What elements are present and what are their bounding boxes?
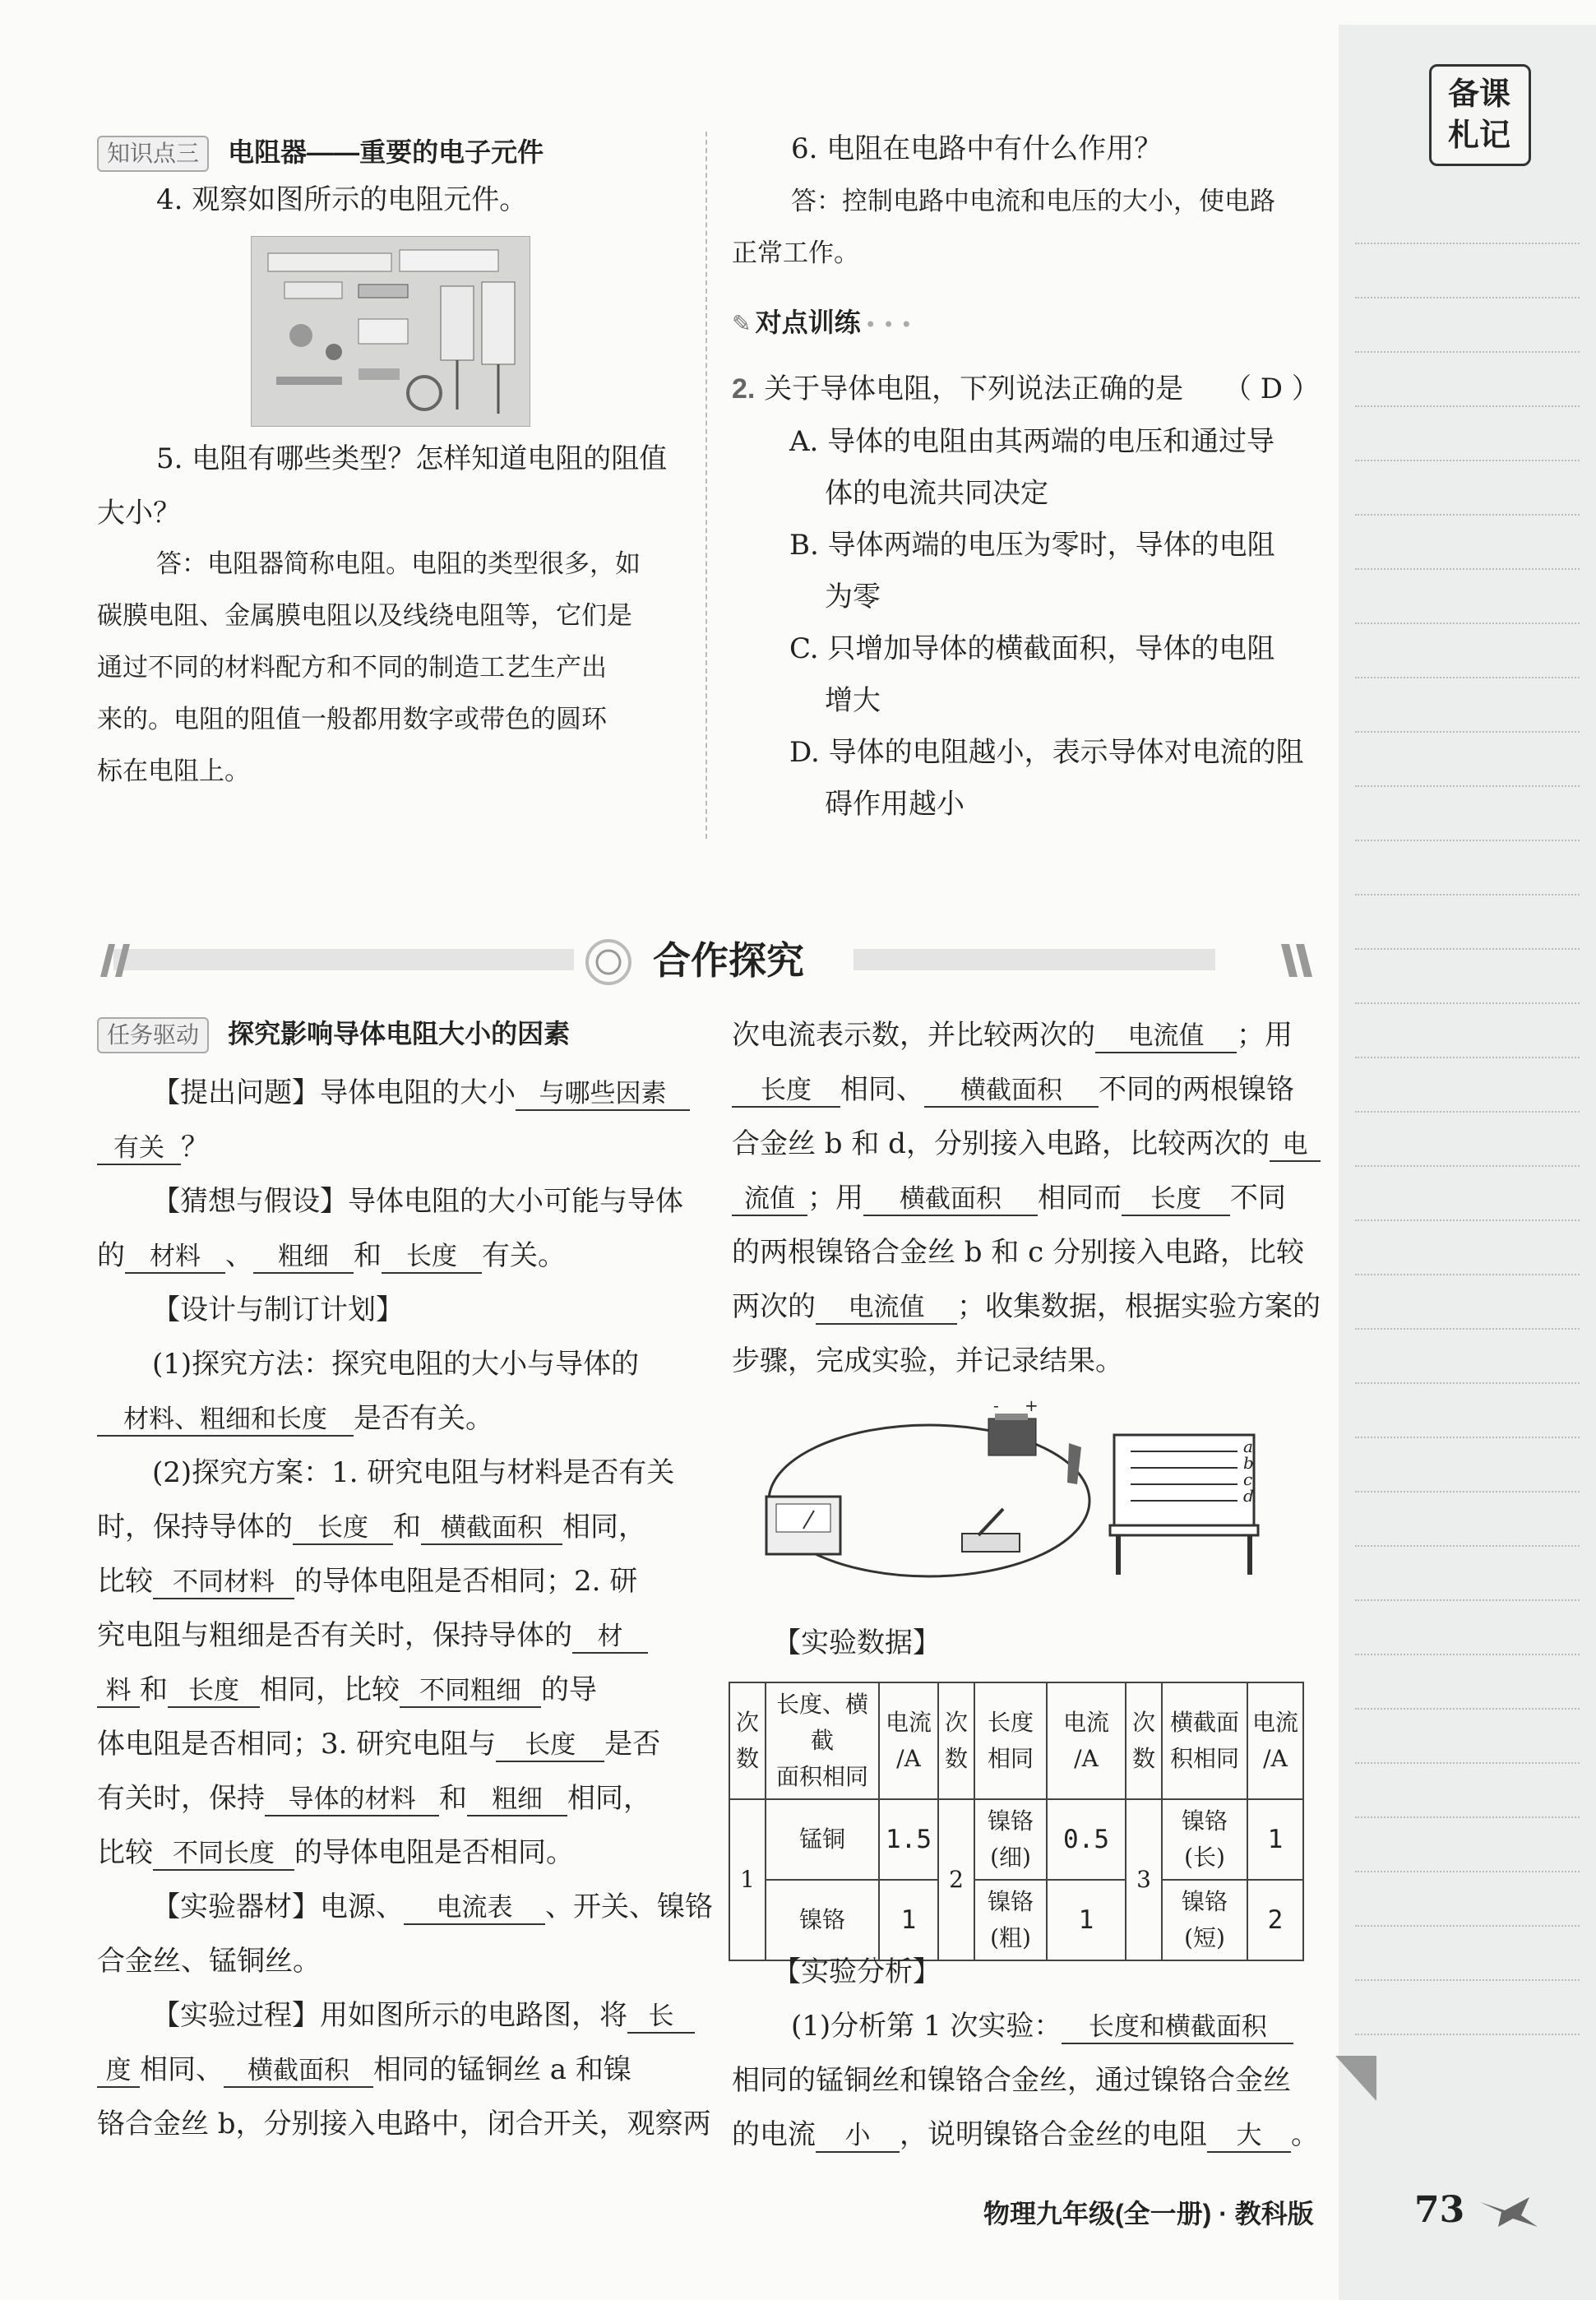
cell-text: 横截面 (1169, 1709, 1239, 1736)
text: 的 (97, 1239, 125, 1272)
text: 有关。 (482, 1239, 566, 1272)
note-line (1355, 1002, 1580, 1004)
text: 【实验过程】用如图所示的电路图，将 (152, 1999, 627, 2032)
cell-text: 电流 (885, 1709, 932, 1736)
task-header (97, 1013, 570, 1053)
question-6: 6. 电阻在电路中有什么作用？ (791, 132, 1163, 165)
cell-text: 积相同 (1169, 1745, 1239, 1772)
section-banner (97, 928, 1314, 993)
cell-text: (粗) (990, 1924, 1031, 1951)
equipment-line2: 合金丝、锰铜丝。 (97, 1945, 321, 1978)
option-b-line2: 为零 (825, 581, 881, 613)
cell-text: 次数 (944, 1709, 968, 1772)
right-line4 (732, 1171, 1286, 1225)
note-line (1355, 1762, 1580, 1764)
cell-text: 相同 (987, 1745, 1034, 1772)
blank: 与哪些因素 (516, 1080, 690, 1111)
text: 和 (393, 1511, 421, 1543)
note-line (1355, 1979, 1580, 1981)
blank: 长度 (382, 1243, 482, 1274)
cell-text: 面积相同 (775, 1763, 868, 1790)
note-line (1355, 1654, 1580, 1655)
blank: 长度 (293, 1514, 393, 1545)
question-2-answer: （ D ） (1224, 373, 1320, 405)
notes-column (1339, 25, 1596, 2300)
text: 【提出问题】导体电阻的大小 (152, 1076, 516, 1109)
blank: 不同材料 (153, 1568, 294, 1599)
question-2-number: 2. (732, 373, 756, 405)
note-line (1355, 1491, 1580, 1492)
cell-text: (长) (1184, 1844, 1225, 1871)
blank: 横截面积 (924, 1076, 1099, 1108)
blank: 材 (572, 1622, 648, 1654)
circuit-diagram (756, 1395, 1283, 1599)
right-line5: 的两根镍铬合金丝 b 和 c 分别接入电路，比较 (732, 1236, 1305, 1269)
note-line (1355, 2034, 1580, 2035)
blank: 长度 (732, 1076, 840, 1108)
cell-text: (细) (990, 1844, 1031, 1871)
text: ；用 (1237, 1019, 1293, 1052)
blank: 材料 (125, 1243, 225, 1274)
blank: 导体的材料 (265, 1785, 439, 1816)
table-cell: 镍铬 (766, 1880, 879, 1960)
blank: 粗细 (467, 1785, 567, 1816)
cell-text: (短) (1184, 1924, 1225, 1951)
plan-line2 (97, 1500, 646, 1554)
text: ，说明镍铬合金丝的电阻 (900, 2118, 1207, 2151)
blank: 长度和横截面积 (1062, 2013, 1293, 2044)
blank: 料 (97, 1677, 140, 1708)
plan-line5 (97, 1663, 597, 1717)
table-cell: 1 (879, 1880, 938, 1960)
process-line1 (152, 1988, 695, 2043)
blank: 横截面积 (863, 1185, 1038, 1216)
blank: 长度 (168, 1677, 260, 1708)
blank: 电流值 (816, 1293, 957, 1325)
text: 有关时，保持 (97, 1782, 265, 1815)
wire-d-label: d (1243, 1486, 1254, 1506)
stamp-text: 备课札记 (1447, 75, 1510, 153)
blank: 电 (1270, 1131, 1321, 1162)
text: 两次的 (732, 1290, 816, 1323)
note-line (1355, 731, 1580, 733)
table-cell: 0.5 (1047, 1799, 1126, 1880)
column-divider (705, 132, 707, 839)
table-cell (974, 1799, 1047, 1880)
table-header-count (729, 1682, 766, 1799)
text: 是否 (604, 1728, 661, 1761)
plan-line8 (97, 1826, 574, 1880)
text: 相同， (562, 1511, 646, 1543)
note-line (1355, 1708, 1580, 1710)
table-cell: 3 (1126, 1799, 1162, 1960)
process-line2 (97, 2043, 631, 2097)
blank: 流值 (732, 1185, 807, 1216)
text: 究电阻与粗细是否有关时，保持导体的 (97, 1619, 572, 1652)
analysis-line1 (791, 1999, 1293, 2053)
text: 的导体电阻是否相同。 (294, 1836, 574, 1869)
text: 。 (1291, 2118, 1319, 2151)
plan-line6 (97, 1717, 660, 1771)
section-title: 合作探究 (653, 939, 804, 982)
note-line (1355, 1274, 1580, 1275)
wire-c-label: c (1243, 1469, 1253, 1489)
knowledge-header (97, 132, 544, 172)
blank: 不同长度 (153, 1840, 294, 1871)
text: 和 (140, 1673, 168, 1706)
battery-minus: - (993, 1395, 999, 1415)
resistor-photo (251, 236, 530, 427)
blank: 长度 (1122, 1185, 1230, 1216)
text: (1)分析第 1 次实验： (791, 2010, 1062, 2043)
table-header-current (1247, 1682, 1303, 1799)
analysis-line3 (732, 2108, 1319, 2162)
battery-plus: + (1025, 1395, 1039, 1415)
note-line (1355, 568, 1580, 570)
text: 相同， (567, 1782, 651, 1815)
method-line2 (97, 1391, 493, 1446)
note-line (1355, 622, 1580, 624)
note-line (1355, 514, 1580, 516)
cell-text: 电流 (1251, 1709, 1298, 1736)
note-line (1355, 1925, 1580, 1927)
question-2-text: 关于导体电阻，下列说法正确的是 (764, 373, 1184, 405)
ask-question-line2 (97, 1120, 209, 1174)
blank: 长度 (496, 1731, 604, 1762)
question-5-line1: 5. 电阻有哪些类型？怎样知道电阻的阻值 (156, 442, 668, 475)
table-cell: 1 (1247, 1799, 1303, 1880)
note-line (1355, 351, 1580, 353)
plan-line4 (97, 1608, 648, 1663)
table-cell (1162, 1880, 1247, 1960)
plan-line7 (97, 1771, 651, 1826)
option-c-line2: 增大 (825, 684, 881, 717)
cell-text: 镍铬 (987, 1888, 1034, 1915)
note-line (1355, 1165, 1580, 1167)
blank: 粗细 (253, 1243, 354, 1274)
knowledge-tag: 知识点三 (97, 136, 209, 172)
question-4: 4. 观察如图所示的电阻元件。 (156, 183, 528, 216)
blank: 不同粗细 (400, 1677, 541, 1708)
option-d-line2: 碍作用越小 (825, 788, 965, 821)
note-line (1355, 1816, 1580, 1818)
text: 的电流 (732, 2118, 816, 2151)
option-d-line1: D. 导体的电阻越小，表示导体对电流的阻 (789, 736, 1304, 769)
table-cell (974, 1880, 1047, 1960)
blank: 电流表 (404, 1894, 545, 1925)
right-line1 (732, 1008, 1293, 1062)
right-line6 (732, 1280, 1321, 1334)
note-line (1355, 1599, 1580, 1601)
cell-text: 长度、横截 (775, 1691, 868, 1754)
blank: 材料、粗细和长度 (97, 1405, 354, 1437)
blank: 度 (97, 2057, 140, 2088)
note-line (1355, 1057, 1580, 1058)
practice-header (732, 302, 912, 340)
table-cell: 1 (1047, 1880, 1126, 1960)
text: 、 (225, 1239, 253, 1272)
table-cell: 1 (729, 1799, 766, 1960)
cell-text: 次数 (1131, 1709, 1155, 1772)
text: 【实验器材】电源、 (152, 1890, 404, 1923)
note-line (1355, 1219, 1580, 1221)
note-line (1355, 785, 1580, 787)
text: 和 (439, 1782, 467, 1815)
text: ；收集数据，根据实验方案的 (957, 1290, 1321, 1323)
knowledge-title: 电阻器——重要的电子元件 (228, 137, 544, 167)
equipment-line1 (152, 1880, 713, 1934)
question-2 (732, 362, 1183, 416)
answer-5-line2: 碳膜电阻、金属膜电阻以及线绕电阻等，它们是 (97, 601, 632, 631)
text: ；用 (807, 1182, 863, 1215)
blank: 小 (816, 2122, 900, 2153)
text: 相同、 (840, 1073, 924, 1106)
note-line (1355, 297, 1580, 298)
pencil-icon: ✎ (732, 310, 752, 337)
note-line (1355, 894, 1580, 895)
answer-5-line3: 通过不同的材料配方和不同的制造工艺生产出 (97, 653, 607, 683)
answer-5-line4: 来的。电阻的阻值一般都用数字或带色的圆环 (97, 705, 607, 734)
note-line (1355, 840, 1580, 841)
table-header-current (879, 1682, 938, 1799)
analysis-line2: 相同的锰铜丝和镍铬合金丝，通过镍铬合金丝 (732, 2064, 1291, 2097)
text: 比较 (97, 1565, 153, 1598)
note-line (1355, 948, 1580, 950)
note-line (1355, 1382, 1580, 1384)
wire-b-label: b (1243, 1453, 1254, 1473)
blank: 横截面积 (224, 2057, 373, 2088)
table-cell (1162, 1799, 1247, 1880)
cell-text: /A (1074, 1745, 1099, 1772)
table-header-3 (1162, 1682, 1247, 1799)
table-header-1 (766, 1682, 879, 1799)
text: 的导体电阻是否相同；2. 研 (294, 1565, 638, 1598)
bird-icon (1480, 2194, 1546, 2233)
text: 相同、 (140, 2053, 224, 2086)
blank: 长 (627, 2002, 695, 2034)
right-line3 (732, 1117, 1321, 1171)
text: 合金丝 b 和 d，分别接入电路，比较两次的 (732, 1127, 1270, 1160)
text: 相同的锰铜丝 a 和镍 (373, 2053, 631, 2086)
table-header-count (938, 1682, 974, 1799)
note-line (1355, 1545, 1580, 1547)
table-cell: 2 (1247, 1880, 1303, 1960)
note-line (1355, 1437, 1580, 1438)
answer-6-line2: 正常工作。 (732, 238, 859, 268)
table-cell: 2 (938, 1799, 974, 1960)
cell-text: 镍铬 (1181, 1888, 1228, 1915)
text: 不同 (1230, 1182, 1286, 1215)
dots-icon: • • • (864, 313, 913, 336)
option-a-line2: 体的电流共同决定 (825, 477, 1048, 510)
note-line (1355, 460, 1580, 461)
practice-title: 对点训练 (755, 308, 861, 337)
blank: 电流值 (1095, 1022, 1237, 1053)
text: 是否有关。 (354, 1402, 493, 1435)
answer-6-line1: 答：控制电路中电流和电压的大小，使电路 (791, 187, 1275, 216)
text: 的导 (541, 1673, 597, 1706)
hypothesis-line1: 【猜想与假设】导体电阻的大小可能与导体 (152, 1185, 683, 1218)
task-title: 探究影响导体电阻大小的因素 (228, 1019, 571, 1048)
blank: 有关 (97, 1134, 181, 1165)
note-line (1355, 1871, 1580, 1872)
answer-5-line1: 答：电阻器简称电阻。电阻的类型很多，如 (156, 549, 641, 579)
text: 不同的两根镍铬 (1099, 1073, 1294, 1106)
blank: 横截面积 (421, 1514, 562, 1545)
note-line (1355, 1328, 1580, 1330)
table-cell: 1.5 (879, 1799, 938, 1880)
text: 比较 (97, 1836, 153, 1869)
table-header-count (1126, 1682, 1162, 1799)
analysis-heading: 【实验分析】 (773, 1955, 941, 1988)
cell-text: 次数 (735, 1709, 759, 1772)
cell-text: 电流 (1062, 1709, 1109, 1736)
page-fold-mark (1335, 2056, 1376, 2105)
note-line (1355, 677, 1580, 678)
right-line7: 步骤，完成实验，并记录结果。 (732, 1344, 1123, 1377)
text: 相同，比较 (260, 1673, 400, 1706)
table-header-current (1047, 1682, 1126, 1799)
note-line (1355, 405, 1580, 407)
option-a-line1: A. 导体的电阻由其两端的电压和通过导 (789, 425, 1275, 458)
cell-text: /A (1263, 1745, 1288, 1772)
question-5-line2: 大小？ (97, 497, 181, 530)
table-header-2 (974, 1682, 1047, 1799)
table-cell: 锰铜 (766, 1799, 879, 1880)
plan-line1: (2)探究方案：1. 研究电阻与材料是否有关 (152, 1456, 675, 1489)
text: 时，保持导体的 (97, 1511, 293, 1543)
data-heading: 【实验数据】 (773, 1627, 941, 1659)
text: 体电阻是否相同；3. 研究电阻与 (97, 1728, 497, 1761)
answer-5-line5: 标在电阻上。 (97, 757, 250, 786)
text: 相同而 (1038, 1182, 1122, 1215)
text: ？ (181, 1131, 209, 1164)
blank: 大 (1207, 2122, 1291, 2153)
option-c-line1: C. 只增加导体的横截面积，导体的电阻 (789, 632, 1275, 665)
wire-a-label: a (1243, 1437, 1253, 1456)
notes-stamp (1429, 64, 1531, 166)
text: 和 (354, 1239, 382, 1272)
hypothesis-line2 (97, 1229, 566, 1283)
right-line2 (732, 1062, 1294, 1117)
cell-text: 镍铬 (987, 1807, 1034, 1835)
text: 次电流表示数，并比较两次的 (732, 1019, 1095, 1052)
book-title: 物理九年级(全一册) · 教科版 (983, 2199, 1314, 2228)
cell-text: 镍铬 (1181, 1807, 1228, 1835)
cell-text: /A (896, 1745, 921, 1772)
method-line1: (1)探究方法：探究电阻的大小与导体的 (152, 1348, 640, 1381)
page-number: 73 (1414, 2189, 1465, 2231)
ask-question-line1 (152, 1066, 690, 1120)
process-line3: 铬合金丝 b，分别接入电路中，闭合开关，观察两 (97, 2108, 711, 2140)
plan-line3 (97, 1554, 637, 1608)
text: 、开关、镍铬 (545, 1890, 713, 1923)
cell-text: 长度 (987, 1709, 1034, 1736)
experiment-table (729, 1682, 1304, 1961)
note-line (1355, 1111, 1580, 1113)
plan-heading: 【设计与制订计划】 (152, 1293, 404, 1326)
option-b-line1: B. 导体两端的电压为零时，导体的电阻 (789, 529, 1275, 562)
task-tag: 任务驱动 (97, 1017, 209, 1053)
note-line (1355, 243, 1580, 244)
